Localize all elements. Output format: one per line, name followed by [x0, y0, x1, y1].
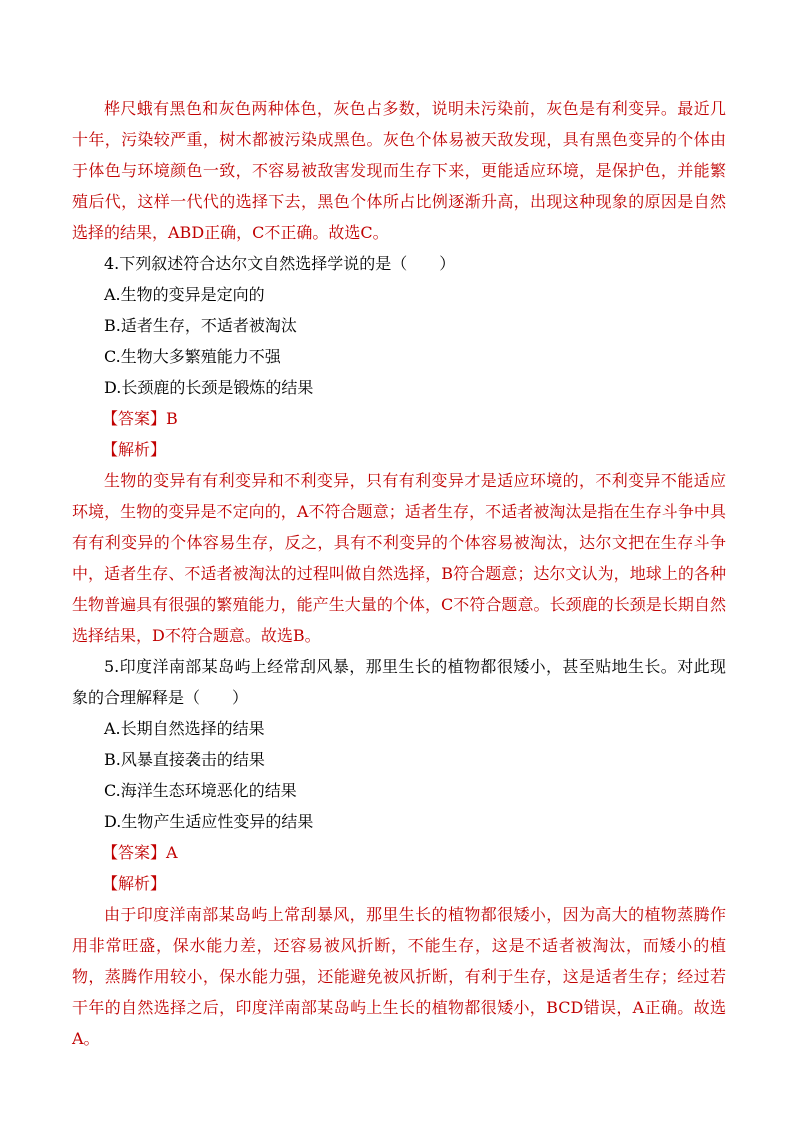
q5-answer: 【答案】A: [102, 843, 178, 862]
q5-option-c: C.海洋生态环境恶化的结果: [104, 781, 297, 800]
q4-option-d: D.长颈鹿的长颈是锻炼的结果: [104, 378, 314, 397]
q5-option-b: B.风暴直接袭击的结果: [104, 750, 265, 769]
q4-question: 4.下列叙述符合达尔文自然选择学说的是（ ）: [104, 254, 456, 273]
q4-option-a: A.生物的变异是定向的: [104, 285, 265, 304]
q4-option-c: C.生物大多繁殖能力不强: [104, 347, 281, 366]
q4-analysis-label: 【解析】: [102, 440, 167, 459]
q5-option-d: D.生物产生适应性变异的结果: [104, 812, 314, 831]
q5-option-a: A.长期自然选择的结果: [104, 719, 265, 738]
q5-question: 5.印度洋南部某岛屿上经常刮风暴，那里生长的植物都很矮小，甚至贴地生长。对此现象的合理解释是（ ）: [72, 657, 726, 707]
q4-option-b: B.适者生存，不适者被淘汰: [104, 316, 297, 335]
q5-analysis-label: 【解析】: [102, 874, 167, 893]
q5-analysis-text: 由于印度洋南部某岛屿上常刮暴风，那里生长的植物都很矮小，因为高大的植物蒸腾作用非常旺盛，保水能力差，还容易被风折断，不能生存，这是不适者被淘汰，而矮小的植物，蒸腾作用较小，保水能力强，还能避免被风折断，有利于生存，这是适者生存；经过若干年的自然选择之后，印度洋南部某岛屿上生长的植物都很矮小，BCD错误，A正确。故选A。: [72, 905, 726, 1048]
q4-analysis-text: 生物的变异有有利变异和不利变异，只有有利变异才是适应环境的，不利变异不能适应环境，生物的变异是不定向的，A不符合题意；适者生存，不适者被淘汰是指在生存斗争中具有有利变异的个体容易生存，反之，具有不利变异的个体容易被淘汰，达尔文把在生存斗争中，适者生存、不适者被淘汰的过程叫做自然选择，B符合题意；达尔文认为，地球上的各种生物普遍具有很强的繁殖能力，能产生大量的个体，C不符合题意。长颈鹿的长颈是长期自然选择结果，D不符合题意。故选B。: [72, 471, 726, 645]
q3-analysis-text: 桦尺蛾有黑色和灰色两种体色，灰色占多数，说明未污染前，灰色是有利变异。最近几十年，污染较严重，树木都被污染成黑色。灰色个体易被天敌发现，具有黑色变异的个体由于体色与环境颜色一致，不容易被敌害发现而生存下来，更能适应环境，是保护色，并能繁殖后代，这样一代代的选择下去，黑色个体所占比例逐渐升高，出现这种现象的原因是自然选择的结果，ABD正确，C不正确。故选C。: [72, 99, 726, 242]
q4-answer: 【答案】B: [102, 409, 178, 428]
